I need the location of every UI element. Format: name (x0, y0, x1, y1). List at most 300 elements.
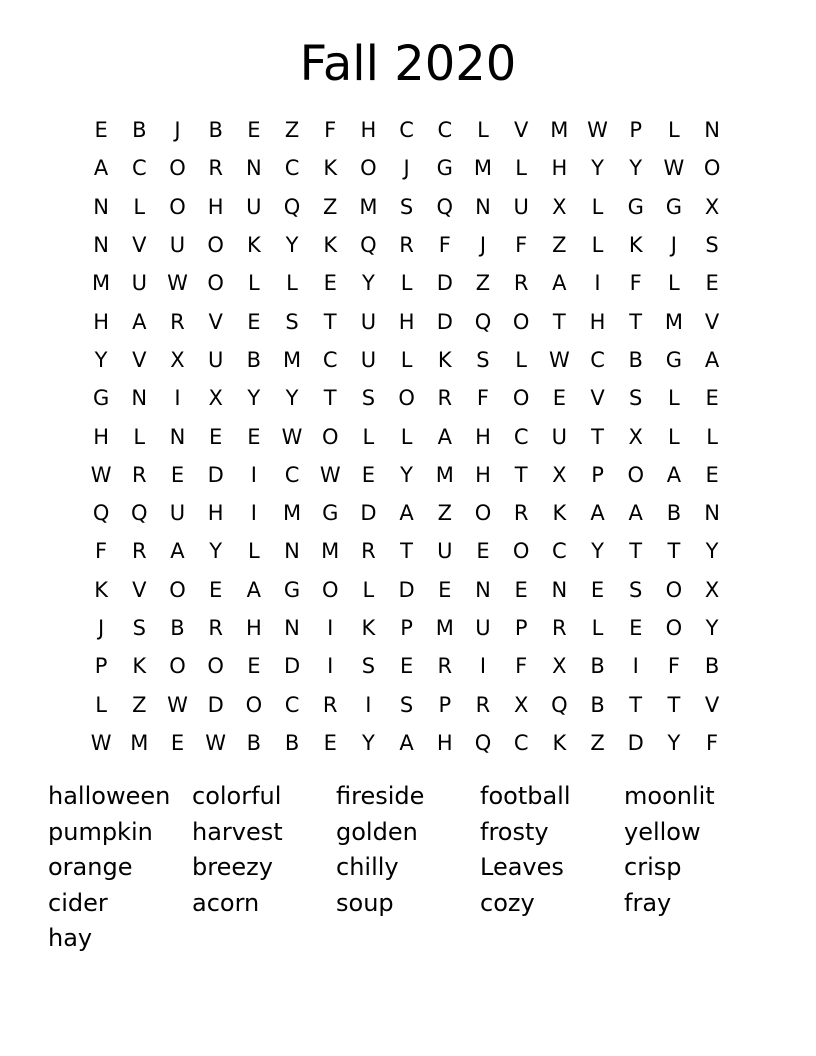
grid-letter: G (627, 194, 644, 219)
grid-letter: K (437, 347, 452, 372)
grid-letter: M (550, 118, 569, 143)
grid-letter: U (131, 271, 147, 296)
grid-letter: B (590, 654, 605, 679)
grid-letter: K (246, 233, 261, 258)
grid-letter: Y (705, 616, 719, 640)
grid-letter: K (323, 156, 338, 181)
word-list-item: acorn (192, 888, 260, 917)
grid-letter: Z (552, 233, 567, 258)
grid-letter: O (169, 577, 186, 602)
grid-letter: E (170, 730, 185, 755)
grid-letter: T (400, 539, 413, 564)
grid-letter: E (323, 271, 337, 296)
grid-letter: R (475, 692, 491, 717)
grid-letter: O (207, 654, 224, 679)
grid-letter: E (361, 462, 376, 487)
grid-letter: S (476, 347, 490, 372)
grid-letter: S (361, 654, 376, 679)
grid-letter: D (436, 271, 453, 296)
grid-letter: A (704, 347, 720, 372)
grid-letter: V (132, 347, 147, 372)
grid-letter: Z (590, 730, 605, 755)
grid-letter: H (360, 118, 377, 143)
grid-letter: F (667, 654, 680, 679)
grid-letter: Q (436, 194, 454, 219)
grid-letter: R (437, 654, 453, 679)
grid-letter: A (170, 539, 185, 564)
grid-letter: D (398, 577, 415, 602)
grid-letter: T (629, 692, 643, 717)
grid-letter: G (283, 577, 301, 602)
word-list-item: fray (624, 888, 672, 917)
grid-letter: C (284, 462, 300, 487)
page-title: Fall 2020 (299, 36, 517, 92)
grid-letter: Q (283, 194, 301, 219)
grid-letter: Y (361, 271, 375, 296)
grid-letter: S (132, 616, 146, 640)
grid-letter: W (167, 692, 188, 717)
grid-letter: H (93, 309, 109, 334)
grid-letter: D (436, 309, 453, 334)
grid-letter: L (591, 233, 604, 258)
grid-letter: B (628, 347, 643, 372)
grid-letter: F (515, 233, 528, 258)
grid-letter: A (93, 156, 109, 181)
grid-letter: Y (94, 347, 108, 372)
grid-letter: B (704, 654, 720, 679)
grid-letter: B (132, 118, 147, 143)
grid-letter: S (399, 692, 414, 717)
grid-letter: N (169, 424, 186, 449)
grid-letter: H (398, 309, 415, 334)
grid-letter: L (706, 424, 718, 449)
word-list (48, 779, 788, 957)
grid-letter: I (174, 386, 181, 411)
grid-letter: V (132, 233, 147, 258)
grid-letter: T (629, 309, 643, 334)
grid-letter: V (132, 577, 147, 602)
grid-letter: L (95, 692, 107, 717)
grid-letter: E (323, 730, 337, 755)
grid-letter: A (628, 501, 643, 526)
grid-letter: Z (437, 501, 452, 526)
grid-letter: U (551, 424, 568, 449)
grid-letter: C (399, 118, 414, 143)
grid-letter: H (207, 194, 224, 219)
grid-letter: P (629, 118, 643, 143)
grid-letter: U (246, 194, 262, 219)
grid-letter: E (247, 118, 261, 143)
grid-letter: E (94, 118, 108, 143)
grid-letter: L (362, 424, 375, 449)
grid-letter: L (247, 539, 260, 564)
grid-letter: K (552, 730, 567, 755)
grid-letter: O (169, 194, 186, 219)
word-list-item: harvest (192, 817, 283, 846)
grid-letter: P (438, 692, 452, 717)
grid-letter: R (170, 309, 185, 334)
grid-letter: L (133, 194, 146, 219)
grid-letter: O (474, 501, 492, 526)
grid-letter: E (170, 462, 185, 487)
word-list-item: cider (48, 888, 108, 917)
grid-letter: G (665, 347, 683, 372)
grid-letter: Y (400, 462, 413, 487)
grid-letter: M (282, 501, 302, 526)
grid-letter: J (97, 616, 105, 640)
grid-letter: U (475, 616, 491, 640)
grid-letter: I (594, 271, 601, 296)
grid-letter: I (479, 654, 487, 679)
grid-letter: B (246, 730, 262, 755)
grid-letter: M (321, 539, 340, 564)
grid-letter: L (133, 424, 146, 449)
grid-letter: V (590, 386, 605, 411)
grid-letter: E (247, 309, 261, 334)
grid-letter: Q (474, 309, 492, 334)
grid-letter: O (207, 271, 224, 296)
grid-letter: Y (591, 539, 604, 564)
grid-letter: C (513, 730, 529, 755)
grid-letter: O (169, 654, 186, 679)
grid-letter: S (361, 386, 376, 411)
grid-letter: H (207, 501, 224, 526)
grid-letter: K (552, 501, 567, 526)
word-list-item: chilly (336, 853, 399, 881)
grid-letter: N (93, 233, 109, 258)
grid-letter: T (514, 462, 528, 487)
grid-letter: S (629, 386, 643, 411)
grid-letter: W (319, 462, 341, 487)
grid-letter: O (321, 424, 339, 449)
grid-letter: E (705, 386, 719, 411)
grid-letter: X (704, 577, 720, 602)
grid-letter: R (552, 616, 567, 640)
grid-letter: S (629, 577, 643, 602)
grid-letter: R (361, 539, 376, 564)
grid-letter: L (400, 424, 413, 449)
grid-letter: T (323, 386, 337, 411)
grid-letter: W (663, 156, 685, 181)
grid-letter: O (512, 309, 530, 334)
grid-letter: U (207, 347, 224, 372)
grid-letter: U (360, 347, 377, 372)
grid-letter: E (247, 424, 261, 449)
grid-letter: P (400, 616, 413, 640)
grid-letter: A (666, 462, 682, 487)
word-list-item: pumpkin (48, 817, 153, 846)
grid-letter: Y (705, 539, 719, 564)
grid-letter: O (665, 616, 683, 640)
grid-letter: R (437, 386, 453, 411)
grid-letter: L (247, 271, 260, 296)
grid-letter: Z (475, 271, 491, 296)
grid-letter: J (403, 156, 410, 181)
grid-letter: U (169, 233, 186, 258)
grid-letter: F (515, 654, 528, 679)
grid-letter: H (245, 616, 262, 640)
grid-letter: V (704, 309, 720, 334)
grid-letter: W (167, 271, 188, 296)
grid-letter: Y (285, 386, 299, 411)
grid-letter: B (208, 118, 223, 143)
grid-letter: L (668, 386, 680, 411)
grid-letter: U (169, 501, 186, 526)
grid-letter: F (476, 386, 490, 411)
grid-letter: D (207, 692, 224, 717)
grid-letter: T (323, 309, 337, 334)
word-list-item: golden (336, 817, 418, 846)
grid-letter: L (668, 424, 680, 449)
grid-letter: G (436, 156, 453, 181)
grid-letter: S (399, 194, 414, 219)
grid-letter: E (438, 577, 452, 602)
grid-letter: N (704, 501, 720, 526)
grid-letter: E (247, 654, 261, 679)
word-list-item: halloween (48, 782, 171, 810)
grid-letter: P (514, 616, 528, 640)
grid-letter: E (209, 577, 223, 602)
grid-letter: X (552, 194, 567, 219)
grid-letter: A (246, 577, 262, 602)
grid-letter: L (362, 577, 375, 602)
grid-letter: M (359, 194, 378, 219)
grid-letter: B (170, 616, 185, 640)
grid-letter: Z (132, 692, 147, 717)
grid-letter: O (360, 156, 377, 181)
grid-letter: H (589, 309, 606, 334)
grid-letter: W (90, 730, 112, 755)
grid-letter: B (666, 501, 682, 526)
grid-letter: F (706, 730, 719, 755)
grid-letter: V (208, 309, 223, 334)
grid-letter: A (437, 424, 452, 449)
grid-letter: M (92, 271, 111, 296)
grid-letter: Q (360, 233, 377, 258)
grid-letter: U (437, 539, 453, 564)
grid-letter: Y (667, 730, 681, 755)
grid-letter: N (93, 194, 109, 219)
grid-letter: I (327, 654, 334, 679)
grid-letter: Y (209, 539, 223, 564)
grid-letter: W (281, 424, 303, 449)
grid-letter: L (515, 156, 527, 181)
grid-letter: T (667, 539, 681, 564)
word-list-item: yellow (624, 817, 701, 846)
grid-letter: L (286, 271, 298, 296)
grid-letter: A (399, 730, 414, 755)
word-list-item: colorful (192, 782, 282, 810)
grid-letter: Q (131, 501, 148, 526)
grid-letter: C (437, 118, 453, 143)
grid-letter: B (590, 692, 605, 717)
grid-letter: Y (285, 233, 299, 258)
grid-letter: A (590, 501, 605, 526)
grid-letter: B (284, 730, 300, 755)
grid-letter: D (360, 501, 377, 526)
grid-letter: X (552, 654, 567, 679)
grid-letter: N (284, 616, 300, 640)
grid-letter: P (94, 654, 108, 679)
grid-letter: L (591, 194, 604, 219)
grid-letter: Q (474, 730, 492, 755)
word-list-item: crisp (624, 853, 682, 881)
grid-letter: M (282, 347, 302, 372)
grid-letter: P (591, 462, 604, 487)
grid-letter: G (92, 386, 110, 411)
grid-letter: Y (361, 730, 375, 755)
grid-letter: O (627, 462, 644, 487)
grid-letter: N (245, 156, 262, 181)
grid-letter: L (591, 616, 604, 640)
grid-letter: U (360, 309, 377, 334)
grid-letter: C (284, 692, 300, 717)
grid-letter: D (283, 654, 301, 679)
grid-letter: E (590, 577, 605, 602)
grid-letter: N (131, 386, 148, 411)
grid-letter: M (473, 156, 493, 181)
word-list-item: soup (336, 888, 394, 917)
grid-letter: T (591, 424, 604, 449)
grid-letter: E (514, 577, 528, 602)
grid-letter: X (513, 692, 529, 717)
grid-letter: C (131, 156, 147, 181)
grid-letter: B (246, 347, 262, 372)
grid-letter: E (476, 539, 490, 564)
grid-letter: T (667, 692, 681, 717)
grid-letter: E (399, 654, 414, 679)
grid-letter: N (475, 577, 491, 602)
grid-letter: A (552, 271, 567, 296)
grid-letter: L (668, 118, 680, 143)
grid-letter: J (479, 233, 487, 258)
grid-letter: H (93, 424, 109, 449)
grid-letter: I (327, 616, 334, 640)
grid-letter: W (205, 730, 227, 755)
grid-letter: R (131, 462, 147, 487)
grid-letter: O (207, 233, 224, 258)
grid-letter: E (629, 616, 643, 640)
grid-letter: R (208, 616, 223, 640)
grid-letter: J (670, 233, 677, 258)
grid-letter: O (321, 577, 339, 602)
grid-letter: J (174, 118, 181, 143)
grid-letter: C (590, 347, 605, 372)
grid-letter: Y (247, 386, 261, 411)
grid-letter: E (705, 271, 719, 296)
grid-letter: W (587, 118, 608, 143)
word-list-item: cozy (480, 888, 535, 917)
grid-letter: L (400, 271, 413, 296)
grid-letter: R (513, 501, 529, 526)
grid-letter: A (399, 501, 414, 526)
grid-letter: L (477, 118, 489, 143)
grid-letter: G (665, 194, 683, 219)
grid-letter: X (170, 347, 185, 372)
grid-letter: T (629, 539, 643, 564)
grid-letter: Z (284, 118, 300, 143)
grid-letter: X (628, 424, 643, 449)
grid-letter: O (512, 539, 530, 564)
grid-letter: V (513, 118, 529, 143)
grid-letter: K (361, 616, 376, 640)
word-list-item: moonlit (624, 782, 715, 810)
grid-letter: N (704, 118, 720, 143)
grid-letter: O (665, 577, 683, 602)
grid-letter: W (548, 347, 570, 372)
grid-letter: S (285, 309, 299, 334)
grid-letter: N (475, 194, 491, 219)
grid-letter: R (513, 271, 529, 296)
grid-letter: H (551, 156, 568, 181)
grid-letter: M (435, 616, 454, 640)
grid-letter: D (207, 462, 224, 487)
grid-letter: O (245, 692, 263, 717)
grid-letter: N (551, 577, 568, 602)
word-list-item: football (480, 782, 571, 810)
grid-letter: F (629, 271, 642, 296)
grid-letter: I (250, 501, 257, 526)
word-list-item: breezy (192, 853, 273, 881)
grid-letter: Y (591, 156, 604, 181)
grid-letter: V (704, 692, 720, 717)
word-list-item: hay (48, 924, 93, 952)
grid-letter: N (284, 539, 300, 564)
grid-letter: K (94, 577, 108, 602)
grid-letter: U (513, 194, 529, 219)
grid-letter: F (438, 233, 451, 258)
grid-letter: C (322, 347, 338, 372)
grid-letter: Q (551, 692, 568, 717)
grid-letter: M (435, 462, 454, 487)
grid-letter: E (209, 424, 223, 449)
grid-letter: E (552, 386, 566, 411)
grid-letter: R (399, 233, 414, 258)
grid-letter: I (632, 654, 639, 679)
grid-letter: S (705, 233, 719, 258)
grid-letter: O (169, 156, 186, 181)
grid-letter: C (552, 539, 567, 564)
word-list-item: orange (48, 853, 133, 881)
grid-letter: F (95, 539, 108, 564)
grid-letter: D (627, 730, 644, 755)
grid-letter: H (475, 424, 491, 449)
word-list-item: fireside (336, 782, 425, 810)
grid-letter: K (132, 654, 147, 679)
grid-letter: M (664, 309, 683, 334)
grid-letter: R (322, 692, 338, 717)
word-list-item: Leaves (480, 853, 564, 881)
grid-letter: K (323, 233, 338, 258)
grid-letter: X (552, 462, 567, 487)
grid-letter: W (90, 462, 112, 487)
grid-letter: Z (323, 194, 338, 219)
grid-letter: M (130, 730, 149, 755)
grid-letter: O (512, 386, 530, 411)
grid-letter: X (208, 386, 223, 411)
grid-letter: Y (629, 156, 643, 181)
grid-letter: O (703, 156, 721, 181)
grid-letter: E (705, 462, 719, 487)
grid-letter: L (515, 347, 527, 372)
grid-letter: C (284, 156, 300, 181)
grid-letter: R (208, 156, 223, 181)
grid-letter: I (250, 462, 257, 487)
grid-letter: R (131, 539, 147, 564)
grid-letter: L (668, 271, 680, 296)
word-list-item: frosty (480, 817, 549, 846)
grid-letter: I (365, 692, 372, 717)
